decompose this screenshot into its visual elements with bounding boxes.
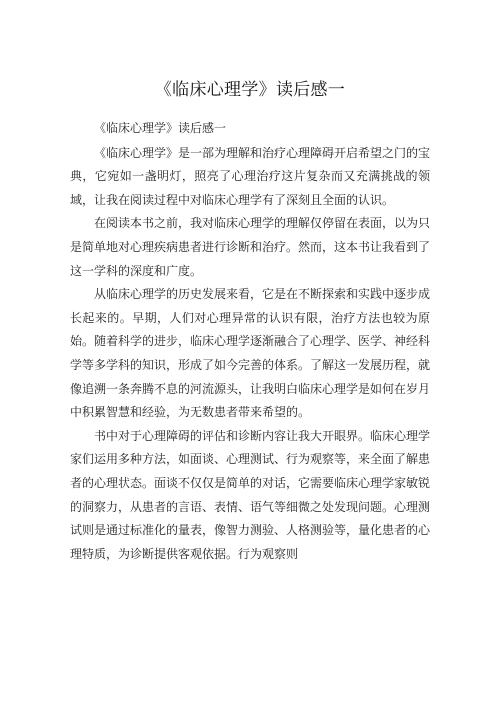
- paragraph-4: 书中对于心理障碍的评估和诊断内容让我大开眼界。临床心理学家们运用多种方法，如面谈、心理测试、行为观察等，来全面了解患者的心理状态。面谈不仅仅是简单的对话，它需要临床心理学家敏锐的洞察力，从患者的言语、表情、语气等细微之处发现问题。心理测试则是通过标准化的量表，像智力测验、人格测验等，量化患者的心理特质，为诊断提供客观依据。行为观察则: [70, 428, 431, 561]
- document-subtitle: 《临床心理学》读后感一: [94, 121, 227, 135]
- document-title: 《临床心理学》读后感一: [154, 80, 346, 101]
- paragraph-2: 在阅读本书之前，我对临床心理学的理解仅停留在表面，以为只是简单地对心理疾病患者进行诊断和治疗。然而，这本书让我看到了这一学科的深度和广度。: [70, 216, 431, 278]
- paragraph-1: 《临床心理学》是一部为理解和治疗心理障碍开启希望之门的宝典，它宛如一盏明灯，照亮了心理治疗这片复杂而又充满挑战的领域，让我在阅读过程中对临床心理学有了深刻且全面的认识。: [70, 145, 431, 207]
- document-body: [70, 117, 430, 566]
- paragraph-3: 从临床心理学的历史发展来看，它是在不断探索和实践中逐步成长起来的。早期，人们对心理异常的认识有限，治疗方法也较为原始。随着科学的进步，临床心理学逐渐融合了心理学、医学、神经科学等多学科的知识，形成了如今完善的体系。了解这一发展历程，就像追溯一条奔腾不息的河流源头，让我明白临床心理学是如何在岁月中积累智慧和经验，为无数患者带来希望的。: [70, 287, 431, 420]
